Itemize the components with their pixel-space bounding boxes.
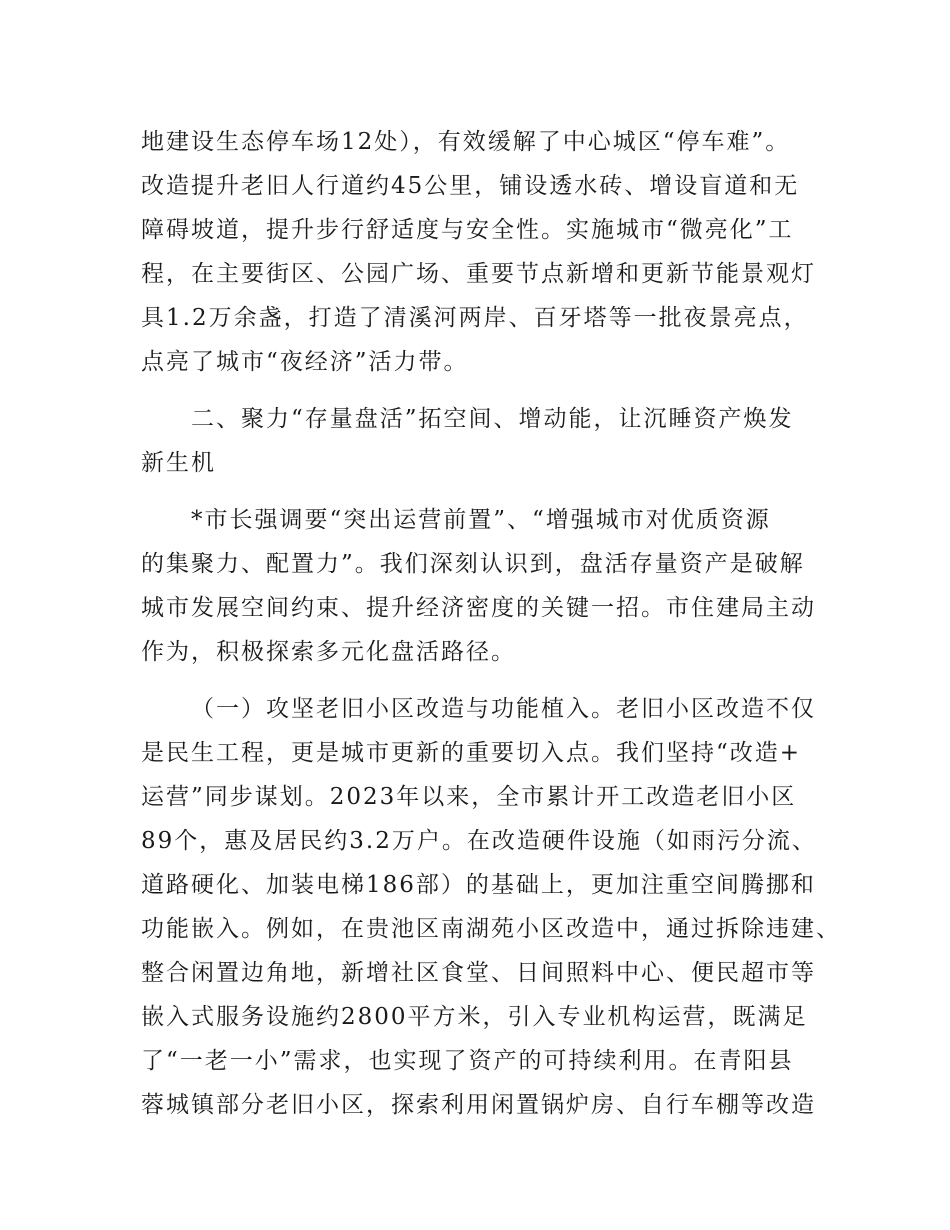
section-heading-line: 新生机 [141, 450, 216, 476]
text-line: 嵌入式服务设施约2800平方米，引入专业机构运营，既满足 [141, 1004, 808, 1030]
document-body [141, 120, 841, 1127]
text-line: *市长强调要“突出运营前置”、“增强城市对优质资源 [191, 507, 771, 533]
text-line: 了“一老一小”需求，也实现了资产的可持续利用。在青阳县 [141, 1048, 794, 1074]
text-line: 点亮了城市“夜经济”活力带。 [141, 349, 469, 375]
section-heading-line: 二、聚力“存量盘活”拓空间、增动能，让沉睡资产焕发 [191, 406, 794, 432]
paragraph-infrastructure-results [141, 120, 831, 384]
text-line: 道路硬化、加装电梯186部）的基础上，更加注重空间腾挪和 [141, 872, 816, 898]
text-line: 的集聚力、配置力”。我们深刻认识到，盘活存量资产是破解 [141, 551, 805, 577]
text-line: 89个，惠及居民约3.2万户。在改造硬件设施（如雨污分流、 [141, 828, 817, 854]
text-line: 程，在主要街区、公园广场、重要节点新增和更新节能景观灯 [141, 261, 816, 287]
subsection-heading-line: （一）攻坚老旧小区改造与功能植入。老旧小区改造不仅 [191, 696, 816, 722]
text-line: 整合闲置边角地，新增社区食堂、日间照料中心、便民超市等 [141, 960, 816, 986]
paragraph-old-community-renovation [141, 687, 841, 1127]
text-line: 改造提升老旧人行道约45公里，铺设透水砖、增设盲道和无 [141, 173, 800, 199]
text-line: 城市发展空间约束、提升经济密度的关键一招。市住建局主动 [141, 595, 816, 621]
text-line: 地建设生态停车场12处），有效缓解了中心城区“停车难”。 [141, 129, 791, 155]
section-heading-two [141, 397, 831, 485]
text-line: 运营”同步谋划。2023年以来，全市累计开工改造老旧小区 [141, 784, 797, 810]
paragraph-mayor-emphasis [141, 498, 831, 674]
text-line: 功能嵌入。例如，在贵池区南湖苑小区改造中，通过拆除违建、 [141, 916, 841, 942]
text-line: 具1.2万余盏，打造了清溪河两岸、百牙塔等一批夜景亮点， [141, 305, 809, 331]
text-line: 蓉城镇部分老旧小区，探索利用闲置锅炉房、自行车棚等改造 [141, 1092, 816, 1118]
text-line: 作为，积极探索多元化盘活路径。 [141, 639, 516, 665]
text-line: 障碍坡道，提升步行舒适度与安全性。实施城市“微亮化”工 [141, 217, 794, 243]
text-line: 是民生工程，更是城市更新的重要切入点。我们坚持“改造+ [141, 740, 802, 766]
